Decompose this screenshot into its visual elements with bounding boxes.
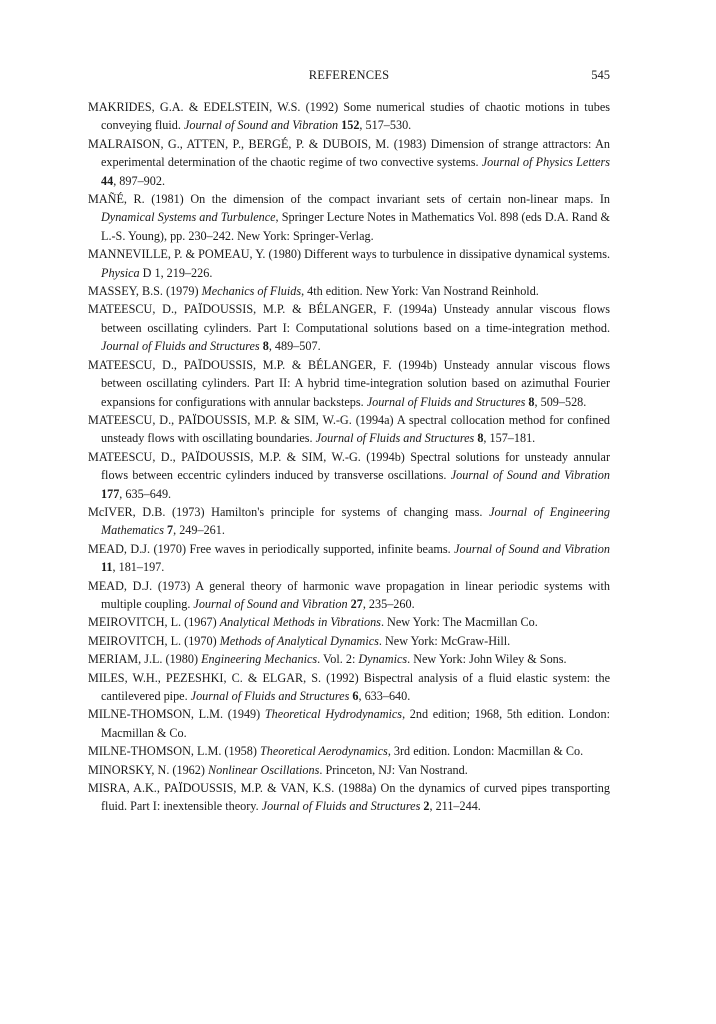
reference-text: MEAD, D.J. (1973) A general theory of harmonic wave propagation in linear periodic systems with multiple coupling. <box>88 578 610 611</box>
reference-text-tail: D 1, 219–226. <box>139 265 213 280</box>
page-number: 545 <box>591 68 610 82</box>
reference-source: Physica <box>101 265 140 280</box>
reference-volume: 27 <box>350 596 363 611</box>
reference-text-tail: . New York: John Wiley & Sons. <box>407 652 567 667</box>
reference-text-tail: . New York: The Macmillan Co. <box>380 615 538 630</box>
reference-text: MATEESCU, D., PAÏDOUSSIS, M.P. & SIM, W.-G. (1994b) Spectral solutions for unsteady annular flows between eccentric cylinders induced by transverse oscillations. <box>88 449 610 483</box>
reference-entry <box>88 705 610 742</box>
reference-volume: 8 <box>262 339 269 354</box>
reference-source: Journal of Fluids and Structures <box>315 431 475 446</box>
reference-volume: 177 <box>101 486 120 501</box>
reference-volume: 8 <box>477 431 484 446</box>
reference-volume: 44 <box>101 173 114 188</box>
reference-source: Journal of Sound and Vibration <box>193 596 348 611</box>
reference-text-tail: , 3rd edition. London: Macmillan & Co. <box>387 744 584 759</box>
reference-volume: 152 <box>341 118 360 133</box>
reference-entry <box>88 282 610 300</box>
reference-entry <box>88 540 610 577</box>
reference-pages: , 897–902. <box>113 173 165 188</box>
reference-text: MISRA, A.K., PAÏDOUSSIS, M.P. & VAN, K.S. (1988a) On the dynamics of curved pipes transporting fluid. Part I: inextensible theory. <box>88 781 610 814</box>
reference-entry <box>88 761 610 779</box>
reference-entry <box>88 779 610 816</box>
reference-entry <box>88 503 610 540</box>
reference-text: MILES, W.H., PEZESHKI, C. & ELGAR, S. (1992) Bispectral analysis of a fluid elastic system: the cantilevered pipe. <box>88 670 610 703</box>
reference-volume: 7 <box>167 523 174 538</box>
reference-text-tail: . New York: McGraw-Hill. <box>378 633 511 648</box>
reference-pages: , 249–261. <box>173 523 225 538</box>
reference-text: MEIROVITCH, L. (1970) <box>88 633 220 648</box>
reference-text: MAÑÉ, R. (1981) On the dimension of the compact invariant sets of certain non-linear maps. In <box>88 192 610 207</box>
reference-entry <box>88 669 610 706</box>
reference-source: Journal of Sound and Vibration <box>183 118 339 133</box>
reference-entry <box>88 300 610 355</box>
reference-source: Mechanics of Fluids <box>201 284 302 299</box>
reference-source: Analytical Methods in Vibrations <box>219 615 381 630</box>
reference-text: MALRAISON, G., ATTEN, P., BERGÉ, P. & DUBOIS, M. (1983) Dimension of strange attractors: An experimental determination of the chaotic regime of two convective systems. <box>88 136 610 170</box>
reference-source: Journal of Sound and Vibration <box>454 541 610 556</box>
reference-text: MERIAM, J.L. (1980) <box>88 652 202 667</box>
reference-source: Engineering Mechanics <box>201 652 318 667</box>
reference-entry <box>88 577 610 614</box>
reference-source: Journal of Fluids and Structures <box>190 689 350 703</box>
reference-source: Journal of Engineering Mathematics <box>101 504 610 538</box>
reference-text: MILNE-THOMSON, L.M. (1949) <box>88 707 265 722</box>
reference-entry <box>88 190 610 245</box>
reference-volume: 6 <box>352 689 359 703</box>
reference-source: Theoretical Aerodynamics <box>259 744 388 759</box>
reference-volume: 11 <box>101 560 113 575</box>
reference-text: MILNE-THOMSON, L.M. (1958) <box>88 744 260 759</box>
reference-text-tail: , 2nd edition; 1968, 5th edition. London: Macmillan & Co. <box>101 707 610 740</box>
reference-pages: , 489–507. <box>268 339 321 354</box>
reference-text-tail: . Princeton, NJ: Van Nostrand. <box>319 762 468 777</box>
reference-entry <box>88 356 610 411</box>
reference-source: Journal of Sound and Vibration <box>450 468 610 483</box>
reference-text-tail: , 4th edition. New York: Van Nostrand Reinhold. <box>301 284 539 299</box>
reference-volume: 8 <box>528 394 535 409</box>
reference-volume: 2 <box>423 799 430 814</box>
reference-source: Dynamical Systems and Turbulence <box>101 210 276 225</box>
reference-text: MANNEVILLE, P. & POMEAU, Y. (1980) Different ways to turbulence in dissipative dynamical systems. <box>88 247 610 262</box>
reference-text: McIVER, D.B. (1973) Hamilton's principle for systems of changing mass. <box>88 504 490 519</box>
running-header <box>88 68 610 86</box>
reference-pages: , 509–528. <box>534 394 587 409</box>
reference-text-tail: , Springer Lecture Notes in Mathematics Vol. 898 (eds D.A. Rand & L.-S. Young), pp. 230–242. New York: Springer-Verlag. <box>101 210 610 243</box>
reference-source: Journal of Fluids and Structures <box>366 394 526 409</box>
reference-pages: , 517–530. <box>359 118 412 133</box>
reference-pages: , 235–260. <box>362 596 415 611</box>
reference-entry <box>88 411 610 448</box>
reference-entry <box>88 245 610 282</box>
reference-source-secondary: Dynamics <box>358 652 408 667</box>
reference-text: MASSEY, B.S. (1979) <box>88 284 202 299</box>
reference-entry <box>88 613 610 631</box>
reference-entry <box>88 742 610 760</box>
reference-text: MATEESCU, D., PAÏDOUSSIS, M.P. & BÉLANGER, F. (1994a) Unsteady annular viscous flows between oscillating cylinders. Part I: Computational solutions based on a time-integration method. <box>88 302 610 335</box>
reference-entry <box>88 135 610 190</box>
reference-text: MATEESCU, D., PAÏDOUSSIS, M.P. & BÉLANGER, F. (1994b) Unsteady annular viscous flows between oscillating cylinders. Part II: A hybrid time-integration solution based on azimuthal Fourier expansions for configurations with annular backsteps. <box>88 357 610 409</box>
reference-source: Theoretical Hydrodynamics <box>264 707 403 722</box>
reference-text: MAKRIDES, G.A. & EDELSTEIN, W.S. (1992) Some numerical studies of chaotic motions in tubes conveying fluid. <box>88 100 610 133</box>
reference-entry <box>88 98 610 135</box>
reference-text: MEIROVITCH, L. (1967) <box>88 615 220 630</box>
reference-text: MINORSKY, N. (1962) <box>88 762 208 777</box>
reference-source: Journal of Fluids and Structures <box>101 339 260 354</box>
reference-pages: , 635–649. <box>119 486 172 501</box>
reference-pages: , 211–244. <box>429 799 481 814</box>
reference-pages: , 633–640. <box>358 689 411 703</box>
reference-text: MATEESCU, D., PAÏDOUSSIS, M.P. & SIM, W.-G. (1994a) A spectral collocation method for confined unsteady flows with oscillating boundaries. <box>88 412 610 446</box>
reference-pages: , 181–197. <box>112 560 165 575</box>
reference-entry <box>88 448 610 503</box>
reference-source: Methods of Analytical Dynamics <box>219 633 379 648</box>
reference-entry <box>88 650 610 668</box>
reference-entry <box>88 632 610 650</box>
reference-text-mid: . Vol. 2: <box>317 652 359 667</box>
reference-text: MEAD, D.J. (1970) Free waves in periodically supported, infinite beams. <box>88 541 455 556</box>
reference-list <box>88 98 610 816</box>
header-title: REFERENCES <box>308 68 390 82</box>
reference-source: Journal of Fluids and Structures <box>261 799 421 814</box>
reference-source: Nonlinear Oscillations <box>207 762 320 777</box>
reference-pages: , 157–181. <box>483 431 536 446</box>
reference-source: Journal of Physics Letters <box>481 155 610 170</box>
